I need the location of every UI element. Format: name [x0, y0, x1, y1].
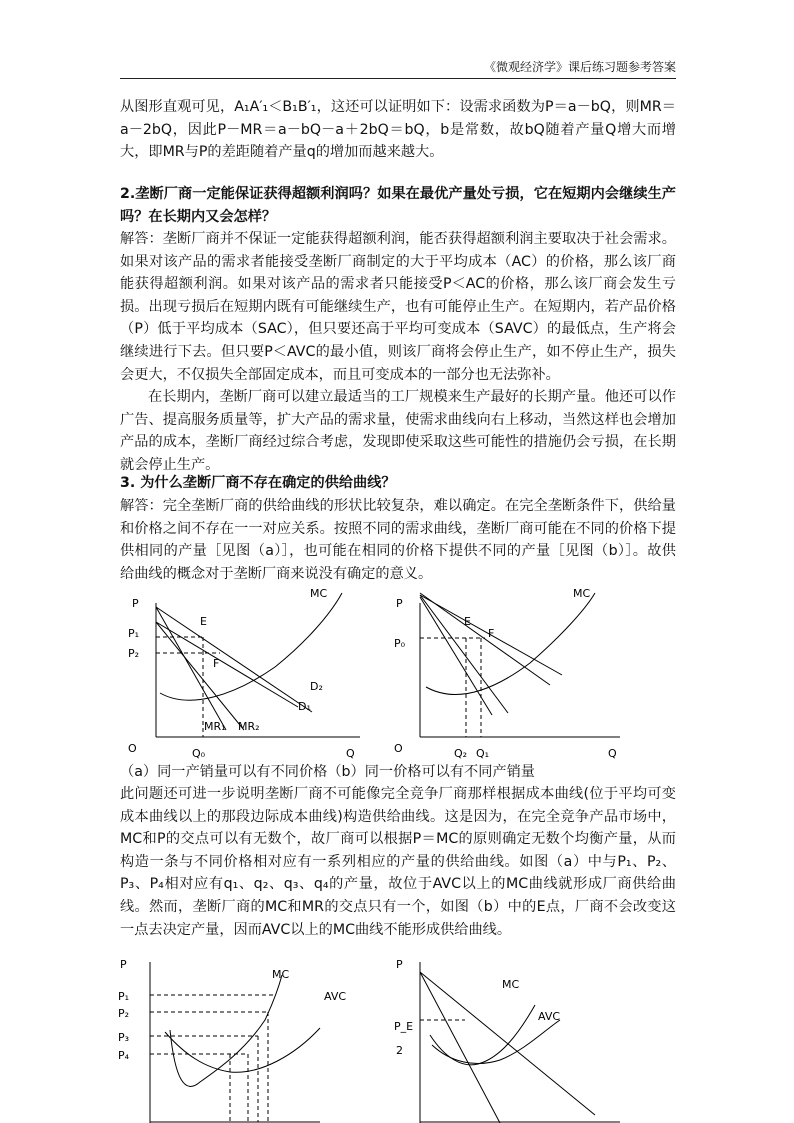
fig-a-d1-label: D₁: [298, 700, 311, 713]
figure-d: [390, 950, 650, 1123]
fig-c-p-label: P: [120, 958, 127, 971]
fig-b-p-label: P: [396, 597, 403, 610]
fig-a-mr2-label: MR₂: [238, 720, 260, 733]
fig-b-q1-label: Q₁: [476, 747, 490, 760]
fig-c-mc-label: MC: [272, 968, 290, 981]
fig-a-mc-label: MC: [310, 587, 328, 600]
fig-c-p1-label: P₁: [118, 990, 130, 1003]
figure-c: [110, 950, 360, 1123]
fig-d-pe-label: P_E: [394, 1020, 414, 1033]
paragraph-intro: 从图形直观可见，A₁A′₁＜B₁B′₁，这还可以证明如下：设需求函数为P＝a－bQ，则MR＝a－2bQ，因此P－MR＝a－bQ－a＋2bQ＝bQ，b是常数，故bQ随着产量Q增大而增大，即MR与P的差距随着产量q的增加而越来越大。: [120, 99, 676, 161]
fig-a-e-label: E: [200, 615, 207, 628]
figure-a: [120, 575, 370, 765]
fig-a-f-label: F: [213, 657, 220, 670]
fig-a-p1-label: P₁: [128, 627, 140, 640]
fig-a-mr1-label: MR₁: [204, 720, 226, 733]
fig-d-mc-label: MC: [502, 978, 520, 991]
answer-2-part2: 在长期内，垄断厂商可以建立最适当的工厂规模来生产最好的长期产量。他还可以作广告、提高服务质量等，扩大产品的需求量，使需求曲线向右上移动，当然这样也会增加产品的成本，垄断厂商经过综合考虑，发现即使采取这些可能性的措施仍会亏损，在长期就会停止生产。: [120, 389, 676, 473]
answer-3-part1: 解答：完全垄断厂商的供给曲线的形状比较复杂，难以确定。在完全垄断条件下，供给量和价格之间不存在一一对应关系。按照不同的需求曲线，垄断厂商可能在不同的价格下提供相同的产量［见图（a）］，也可能在相同的价格下提供不同的产量［见图（b）］。故供给曲线的概念对于垄断厂商来说没有确定的意义。: [120, 498, 676, 582]
figure-caption: （a）同一产销量可以有不同价格（b）同一价格可以有不同产销量: [120, 764, 535, 780]
fig-c-p2-label: P₂: [118, 1007, 130, 1020]
fig-a-p2-label: P₂: [128, 647, 140, 660]
question-2: 2.垄断厂商一定能保证获得超额利润吗？如果在最优产量处亏损，它在短期内会继续生产吗？在长期内又会怎样？: [120, 186, 676, 225]
fig-a-p-label: P: [132, 597, 139, 610]
fig-b-mc-label: MC: [573, 587, 591, 600]
fig-b-p0-label: P₀: [394, 637, 406, 650]
page-header: 《微观经济学》课后练习题参考答案: [120, 58, 676, 79]
fig-b-f-label: F: [488, 627, 495, 640]
fig-b-q2-label: Q₂: [454, 747, 468, 760]
fig-d-p-label: P: [396, 958, 403, 971]
fig-b-q-label: Q: [608, 747, 617, 760]
answer-3-part2: 此问题还可进一步说明垄断厂商不可能像完全竞争厂商那样根据成本曲线(位于平均可变成本曲线以上的那段边际成本曲线)构造供给曲线。这是因为，在完全竞争产品市场中，MC和P的交点可以有无数个，故厂商可以根据P＝MC的原则确定无数个均衡产量，从而构造一条与不同价格相对应有一系列相应的产量的供给曲线。如图（a）中与P₁、P₂、P₃、P₄相对应有q₁、q₂、q₃、q₄的产量，故位于AVC以上的MC曲线就形成厂商供给曲线。然而，垄断厂商的MC和MR的交点只有一个，如图（b）中的E点，厂商不会改变这一点去决定产量，因而AVC以上的MC曲线不能形成供给曲线。: [120, 786, 676, 938]
fig-a-q-label: Q: [346, 747, 355, 760]
fig-d-two-label: 2: [396, 1044, 403, 1057]
question-3: 3. 为什么垄断厂商不存在确定的供给曲线？: [120, 475, 396, 491]
fig-d-avc-label: AVC: [538, 1010, 561, 1023]
fig-a-o-label: O: [128, 742, 137, 755]
fig-c-p3-label: P₃: [118, 1031, 130, 1044]
fig-c-p4-label: P₄: [118, 1049, 130, 1062]
fig-c-avc-label: AVC: [324, 990, 347, 1003]
figure-b: [390, 575, 640, 765]
fig-b-e-label: E: [464, 615, 471, 628]
fig-a-d2-label: D₂: [310, 680, 323, 693]
answer-2-part1: 解答：垄断厂商并不保证一定能获得超额利润，能否获得超额利润主要取决于社会需求。如果对该产品的需求者能接受垄断厂商制定的大于平均成本（AC）的价格，那么该厂商能获得超额利润。如果对该产品的需求者只能接受P＜AC的价格，那么该厂商会发生亏损。出现亏损后在短期内既有可能继续生产，也有可能停止生产。在短期内，若产品价格（P）低于平均成本（SAC），但只要还高于平均可变成本（SAVC）的最低点，生产将会继续进行下去。但只要P＜AVC的最小值，则该厂商将会停止生产，如不停止生产，损失会更大，不仅损失全部固定成本，而且可变成本的一部分也无法弥补。: [120, 231, 676, 383]
fig-b-o-label: O: [394, 742, 403, 755]
fig-a-q0-label: Q₀: [192, 747, 206, 760]
